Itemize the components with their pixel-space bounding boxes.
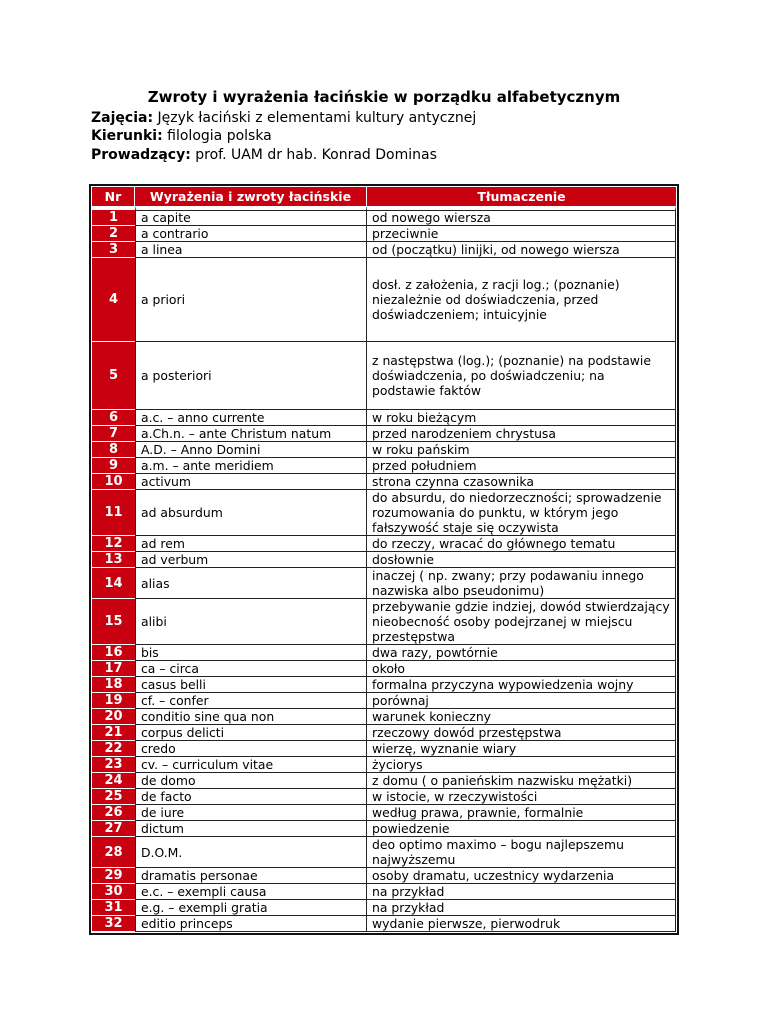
table-row [92, 645, 676, 661]
latin-phrase: dramatis personae [135, 868, 367, 884]
translation: dosłownie [367, 552, 676, 568]
latin-phrase: de iure [135, 805, 367, 821]
translation: inaczej ( np. zwany; przy podawaniu innego nazwiska albo pseudonimu) [367, 568, 676, 599]
row-number: 21 [92, 725, 135, 741]
table-row [92, 474, 676, 490]
row-number: 4 [92, 258, 135, 342]
lecturer-value: prof. UAM dr hab. Konrad Dominas [190, 147, 437, 163]
row-number: 18 [92, 677, 135, 693]
translation: dwa razy, powtórnie [367, 645, 676, 661]
translation: przed południem [367, 458, 676, 474]
table-row [92, 693, 676, 709]
phrases-table-frame [89, 184, 679, 935]
translation: na przykład [367, 884, 676, 900]
latin-phrase: ad verbum [135, 552, 367, 568]
latin-phrase: ca – circa [135, 661, 367, 677]
table-row [92, 900, 676, 916]
table-row [92, 226, 676, 242]
latin-phrase: ad absurdum [135, 490, 367, 536]
latin-phrase: dictum [135, 821, 367, 837]
row-number: 31 [92, 900, 135, 916]
latin-phrase: de facto [135, 789, 367, 805]
row-number: 13 [92, 552, 135, 568]
table-row [92, 725, 676, 741]
table-row [92, 773, 676, 789]
translation: rzeczowy dowód przestępstwa [367, 725, 676, 741]
row-number: 23 [92, 757, 135, 773]
latin-phrase: a.c. – anno currente [135, 410, 367, 426]
table-row [92, 458, 676, 474]
table-row [92, 757, 676, 773]
row-number: 17 [92, 661, 135, 677]
latin-phrase: a capite [135, 206, 367, 226]
row-number: 15 [92, 599, 135, 645]
latin-phrase: D.O.M. [135, 837, 367, 868]
table-row [92, 677, 676, 693]
translation: z domu ( o panieńskim nazwisku mężatki) [367, 773, 676, 789]
row-number: 30 [92, 884, 135, 900]
row-number: 7 [92, 426, 135, 442]
latin-phrase: alias [135, 568, 367, 599]
row-number: 25 [92, 789, 135, 805]
course-value: Język łaciński z elementami kultury antycznej [153, 110, 477, 126]
latin-phrase: a contrario [135, 226, 367, 242]
row-number: 20 [92, 709, 135, 725]
row-number: 14 [92, 568, 135, 599]
table-row [92, 206, 676, 226]
lecturer-line [91, 145, 437, 165]
row-number: 28 [92, 837, 135, 868]
translation: w roku bieżącym [367, 410, 676, 426]
course-line [91, 108, 476, 128]
table-row [92, 568, 676, 599]
translation: od (początku) linijki, od nowego wiersza [367, 242, 676, 258]
latin-phrase: A.D. – Anno Domini [135, 442, 367, 458]
latin-phrase: activum [135, 474, 367, 490]
row-number: 22 [92, 741, 135, 757]
table-body [92, 206, 676, 932]
row-number: 24 [92, 773, 135, 789]
row-number: 27 [92, 821, 135, 837]
faculty-label: Kierunki: [91, 128, 163, 144]
latin-phrase: casus belli [135, 677, 367, 693]
translation: w roku pańskim [367, 442, 676, 458]
row-number: 6 [92, 410, 135, 426]
latin-phrase: de domo [135, 773, 367, 789]
row-number: 2 [92, 226, 135, 242]
table-row [92, 868, 676, 884]
translation: życiorys [367, 757, 676, 773]
faculty-value: filologia polska [162, 128, 272, 144]
translation: według prawa, prawnie, formalnie [367, 805, 676, 821]
row-number: 26 [92, 805, 135, 821]
translation: do absurdu, do niedorzeczności; sprowadzenie rozumowania do punktu, w którym jego fałszywość staje się oczywista [367, 490, 676, 536]
translation: z następstwa (log.); (poznanie) na podstawie doświadczenia, po doświadczeniu; na podstawie faktów [367, 342, 676, 410]
table-row [92, 410, 676, 426]
table-row [92, 821, 676, 837]
table-row [92, 490, 676, 536]
translation: powiedzenie [367, 821, 676, 837]
table-row [92, 805, 676, 821]
translation: około [367, 661, 676, 677]
translation: dosł. z założenia, z racji log.; (poznanie) niezależnie od doświadczenia, przed doświadczeniem; intuicyjnie [367, 258, 676, 342]
table-row [92, 884, 676, 900]
row-number: 1 [92, 206, 135, 226]
faculty-line [91, 126, 272, 146]
latin-phrase: alibi [135, 599, 367, 645]
table-header-row [92, 187, 676, 206]
table-row [92, 837, 676, 868]
row-number: 10 [92, 474, 135, 490]
header-translation: Tłumaczenie [367, 187, 676, 206]
lecturer-label: Prowadzący: [91, 147, 191, 163]
translation: warunek konieczny [367, 709, 676, 725]
document-title: Zwroty i wyrażenia łacińskie w porządku alfabetycznym [147, 88, 621, 106]
table-row [92, 709, 676, 725]
translation: strona czynna czasownika [367, 474, 676, 490]
table-row [92, 552, 676, 568]
latin-phrase: corpus delicti [135, 725, 367, 741]
table-row [92, 741, 676, 757]
translation: do rzeczy, wracać do głównego tematu [367, 536, 676, 552]
row-number: 8 [92, 442, 135, 458]
table-row [92, 242, 676, 258]
header-phrase: Wyrażenia i zwroty łacińskie [135, 187, 367, 206]
translation: na przykład [367, 900, 676, 916]
latin-phrase: credo [135, 741, 367, 757]
latin-phrase: a posteriori [135, 342, 367, 410]
translation: deo optimo maximo – bogu najlepszemu najwyższemu [367, 837, 676, 868]
table-row [92, 258, 676, 342]
translation: formalna przyczyna wypowiedzenia wojny [367, 677, 676, 693]
latin-phrase: cf. – confer [135, 693, 367, 709]
latin-phrase: a priori [135, 258, 367, 342]
header-nr: Nr [92, 187, 135, 206]
row-number: 5 [92, 342, 135, 410]
phrases-table [92, 187, 676, 932]
row-number: 11 [92, 490, 135, 536]
course-label: Zajęcia: [91, 110, 154, 126]
row-number: 19 [92, 693, 135, 709]
table-row [92, 426, 676, 442]
latin-phrase: a.m. – ante meridiem [135, 458, 367, 474]
table-row [92, 661, 676, 677]
row-number: 29 [92, 868, 135, 884]
table-row [92, 789, 676, 805]
translation: w istocie, w rzeczywistości [367, 789, 676, 805]
translation: przebywanie gdzie indziej, dowód stwierdzający nieobecność osoby podejrzanej w miejscu przestępstwa [367, 599, 676, 645]
translation: porównaj [367, 693, 676, 709]
row-number: 3 [92, 242, 135, 258]
row-number: 9 [92, 458, 135, 474]
latin-phrase: cv. – curriculum vitae [135, 757, 367, 773]
table-row [92, 916, 676, 932]
table-row [92, 536, 676, 552]
translation: wierzę, wyznanie wiary [367, 741, 676, 757]
table-row [92, 442, 676, 458]
latin-phrase: conditio sine qua non [135, 709, 367, 725]
translation: osoby dramatu, uczestnicy wydarzenia [367, 868, 676, 884]
latin-phrase: bis [135, 645, 367, 661]
row-number: 12 [92, 536, 135, 552]
table-row [92, 599, 676, 645]
latin-phrase: e.g. – exempli gratia [135, 900, 367, 916]
latin-phrase: editio princeps [135, 916, 367, 932]
latin-phrase: a.Ch.n. – ante Christum natum [135, 426, 367, 442]
translation: wydanie pierwsze, pierwodruk [367, 916, 676, 932]
latin-phrase: a linea [135, 242, 367, 258]
translation: od nowego wiersza [367, 206, 676, 226]
latin-phrase: e.c. – exempli causa [135, 884, 367, 900]
translation: przeciwnie [367, 226, 676, 242]
row-number: 16 [92, 645, 135, 661]
row-number: 32 [92, 916, 135, 932]
latin-phrase: ad rem [135, 536, 367, 552]
table-row [92, 342, 676, 410]
translation: przed narodzeniem chrystusa [367, 426, 676, 442]
